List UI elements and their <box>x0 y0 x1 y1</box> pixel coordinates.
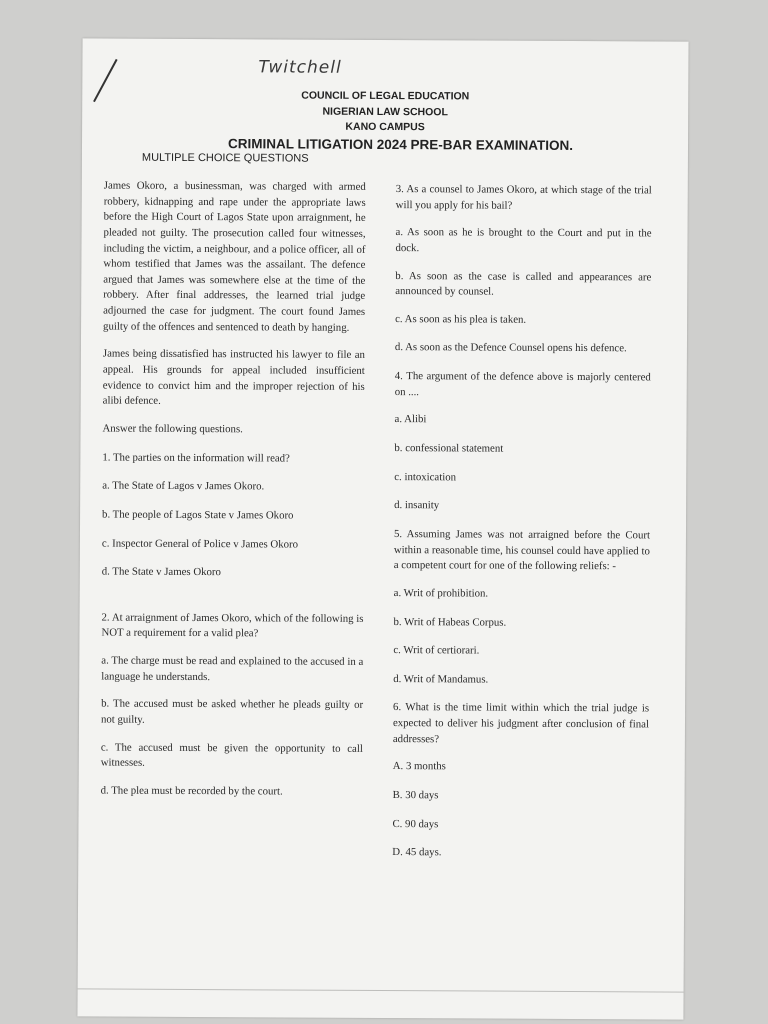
q2-option-b: b. The accused must be asked whether he pleads guilty or not guilty. <box>100 697 364 726</box>
q5-option-d: d. Writ of Mandamus. <box>393 672 489 686</box>
question-1: 1. The parties on the information will read? <box>102 451 290 465</box>
scenario-paragraph-2: James being dissatisfied has instructed his lawyer to file an appeal. His grounds for appeal included insufficient evidence to convict him and the improper rejection of his alibi defence. <box>102 347 365 408</box>
q5-option-b: b. Writ of Habeas Corpus. <box>393 615 507 629</box>
exam-paper <box>77 38 688 1019</box>
question-6: 6. What is the time limit within which the trial judge is expected to deliver his judgment after conclusion of final addresses? <box>392 701 650 746</box>
page-fold-line <box>78 988 684 992</box>
header-school: NIGERIAN LAW SCHOOL <box>322 105 448 119</box>
header-campus: KANO CAMPUS <box>345 120 425 134</box>
q2-option-d: d. The plea must be recorded by the court. <box>100 784 283 798</box>
q1-option-d: d. The State v James Okoro <box>101 565 221 579</box>
q3-option-c: c. As soon as his plea is taken. <box>395 312 527 326</box>
q2-option-a: a. The charge must be read and explained to the accused in a language he understands. <box>101 654 364 683</box>
question-4: 4. The argument of the defence above is majorly centered on .... <box>394 370 651 398</box>
header-council: COUNCIL OF LEGAL EDUCATION <box>301 89 470 103</box>
q5-option-c: c. Writ of certiorari. <box>393 644 480 657</box>
scenario-paragraph-1: James Okoro, a businessman, was charged with armed robbery, kidnapping and rape under the appropriate laws before the High Court of Lagos State upon arraignment, he pleaded not guilty. The prosecution called four witnesses, including the victim, a neighbour, and a police officer, all of whom testified that James was the assailant. The defence argued that James was somewhere else at the time of the robbery. After final addresses, the learned trial judge adjourned the case for judgment. The court found James guilty of the offences and sentenced to death by hanging. <box>103 179 366 334</box>
q6-option-c: C. 90 days <box>392 817 439 830</box>
q2-option-c: c. The accused must be given the opportunity to call witnesses. <box>100 741 363 770</box>
instruction-text: Answer the following questions. <box>102 422 243 436</box>
q4-option-d: d. insanity <box>394 499 440 512</box>
question-2: 2. At arraignment of James Okoro, which of the following is NOT a requirement for a valid plea? <box>101 611 364 640</box>
left-column <box>101 179 366 813</box>
q6-option-b: B. 30 days <box>392 789 439 802</box>
q1-option-b: b. The people of Lagos State v James Okoro <box>102 508 294 522</box>
q4-option-a: a. Alibi <box>394 413 427 426</box>
q5-option-a: a. Writ of prohibition. <box>393 586 489 600</box>
q3-option-d: d. As soon as the Defence Counsel opens his defence. <box>394 341 627 355</box>
right-column <box>392 182 652 875</box>
q1-option-c: c. Inspector General of Police v James Okoro <box>101 537 299 551</box>
q4-option-b: b. confessional statement <box>394 442 504 455</box>
q4-option-c: c. intoxication <box>394 470 457 484</box>
q3-option-a: a. As soon as he is brought to the Court and put in the dock. <box>395 226 652 255</box>
exam-title: CRIMINAL LITIGATION 2024 PRE-BAR EXAMINATION. <box>227 136 574 153</box>
q6-option-d: D. 45 days. <box>392 846 442 859</box>
q1-option-a: a. The State of Lagos v James Okoro. <box>102 479 265 493</box>
question-3: 3. As a counsel to James Okoro, at which stage of the trial will you apply for his bail? <box>395 183 652 212</box>
section-title: MULTIPLE CHOICE QUESTIONS <box>141 151 309 165</box>
q3-option-b: b. As soon as the case is called and appearances are announced by counsel. <box>395 269 652 298</box>
q6-option-a: A. 3 months <box>392 760 446 773</box>
question-5: 5. Assuming James was not arraigned before the Court within a reasonable time, his counsel could have applied to a competent court for one of the following reliefs: - <box>393 528 651 573</box>
handwritten-name: Twitchell <box>258 57 342 78</box>
